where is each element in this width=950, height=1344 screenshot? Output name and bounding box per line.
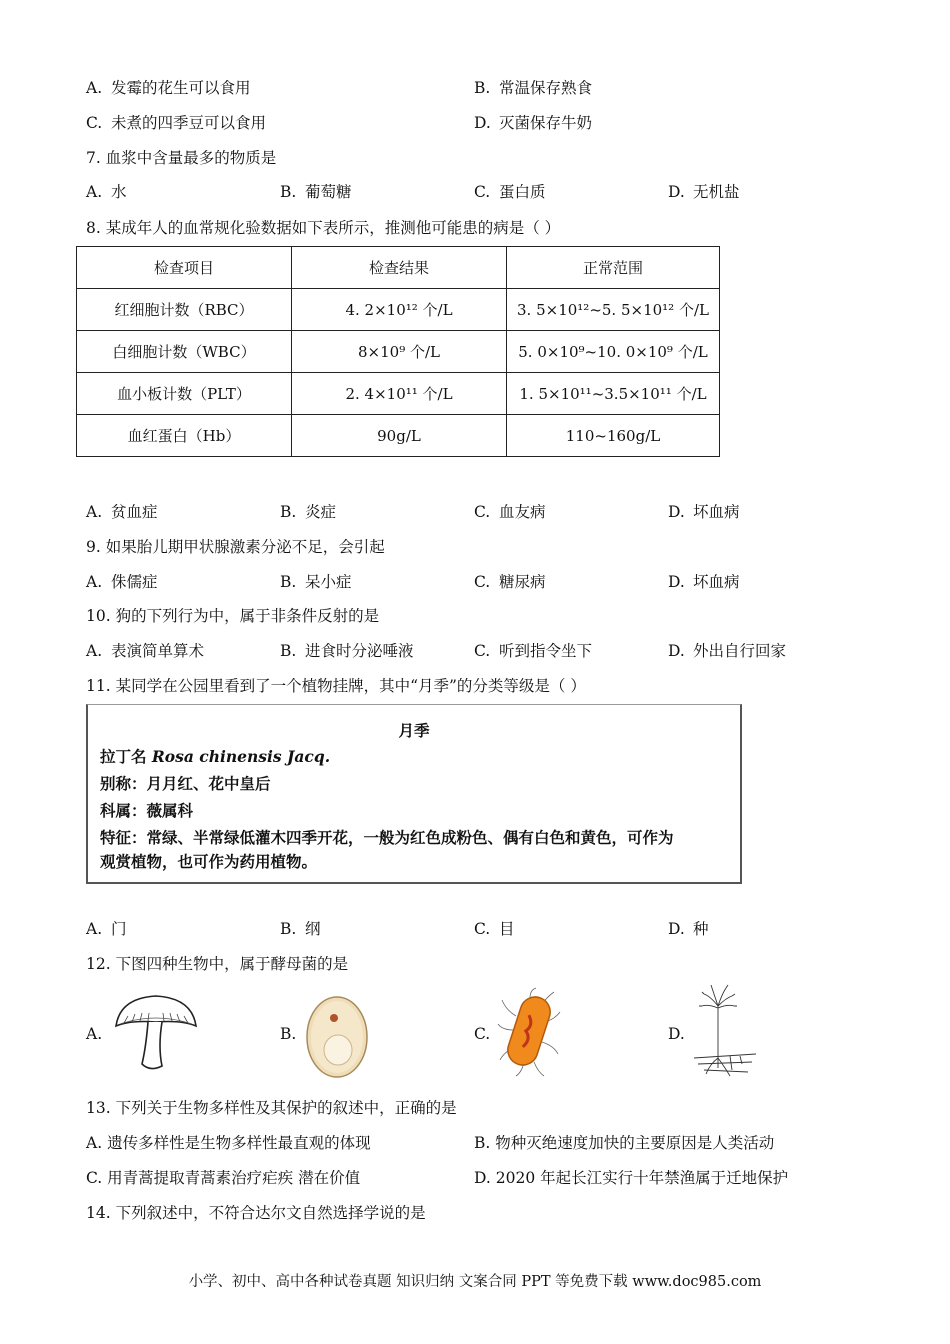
q8-stem: 8. 某成年人的血常规化验数据如下表所示，推测他可能患的病是（ ） [86,219,561,237]
q11-stem: 11. 某同学在公园里看到了一个植物挂牌，其中“月季”的分类等级是（ ） [86,677,586,695]
plaque-alias: 别称：月月红、花中皇后 [100,774,271,793]
q13-stem: 13. 下列关于生物多样性及其保护的叙述中，正确的是 [86,1099,457,1117]
plaque-latin-line: 拉丁名 Rosa chinensis Jacq. [100,747,331,766]
table-cell: 4. 2×10¹² 个/L [292,289,507,331]
q10-option-c: C. 听到指令坐下 [474,642,592,660]
table-row [77,373,720,415]
table-cell: 110~160g/L [507,415,720,457]
table-cell: 血小板计数（PLT） [77,373,292,415]
table-row [77,331,720,373]
q11-option-d: D. 种 [668,920,709,938]
q7-option-b: B. 葡萄糖 [280,183,352,201]
plaque-family: 科属：薇属科 [100,801,194,820]
mushroom-icon [112,992,200,1078]
q9-option-b: B. 呆小症 [280,573,352,591]
table-cell: 90g/L [292,415,507,457]
yeast-cell-icon [304,994,370,1084]
table-row [77,289,720,331]
q12-option-d-label: D. [668,1025,685,1043]
plaque-feature-line2: 观赏植物，也可作为药用植物。 [100,852,318,871]
table-cell: 白细胞计数（WBC） [77,331,292,373]
table-cell: 红细胞计数（RBC） [77,289,292,331]
q6-option-c: C. 未煮的四季豆可以食用 [86,114,266,132]
bacterium-icon [496,986,562,1082]
q13-option-b: B. 物种灭绝速度加快的主要原因是人类活动 [474,1134,775,1152]
q7-option-a: A. 水 [86,183,127,201]
q14-stem: 14. 下列叙述中，不符合达尔文自然选择学说的是 [86,1204,426,1222]
q6-option-d: D. 灭菌保存牛奶 [474,114,592,132]
q11-option-a: A. 门 [86,920,127,938]
q11-option-b: B. 纲 [280,920,321,938]
q7-option-c: C. 蛋白质 [474,183,546,201]
q9-option-c: C. 糖尿病 [474,573,546,591]
q6-option-b: B. 常温保存熟食 [474,79,592,97]
plant-plaque [86,704,742,884]
q10-stem: 10. 狗的下列行为中，属于非条件反射的是 [86,607,380,625]
q8-option-b: B. 炎症 [280,503,336,521]
table-cell: 2. 4×10¹¹ 个/L [292,373,507,415]
q13-option-a: A. 遗传多样性是生物多样性最直观的体现 [86,1134,371,1152]
q13-option-d: D. 2020 年起长江实行十年禁渔属于迁地保护 [474,1169,789,1187]
table-row [77,415,720,457]
q10-option-d: D. 外出自行回家 [668,642,786,660]
q9-option-d: D. 坏血病 [668,573,740,591]
q8-option-c: C. 血友病 [474,503,546,521]
table-header: 检查结果 [292,247,507,289]
q10-option-b: B. 进食时分泌唾液 [280,642,414,660]
q13-option-c: C. 用青蒿提取青蒿素治疗疟疾 潜在价值 [86,1169,361,1187]
q8-option-a: A. 贫血症 [86,503,158,521]
table-header: 检查项目 [77,247,292,289]
q6-option-a: A. 发霉的花生可以食用 [86,79,251,97]
q7-stem: 7. 血浆中含量最多的物质是 [86,149,277,167]
table-cell: 5. 0×10⁹~10. 0×10⁹ 个/L [507,331,720,373]
mold-icon [690,984,760,1084]
q8-option-d: D. 坏血病 [668,503,740,521]
plaque-feature-line1: 特征：常绿、半常绿低灌木四季开花，一般为红色成粉色、偶有白色和黄色，可作为 [100,828,674,847]
q10-option-a: A. 表演简单算术 [86,642,204,660]
table-cell: 1. 5×10¹¹~3.5×10¹¹ 个/L [507,373,720,415]
q12-option-b-label: B. [280,1025,297,1043]
q9-option-a: A. 侏儒症 [86,573,158,591]
table-cell: 8×10⁹ 个/L [292,331,507,373]
q9-stem: 9. 如果胎儿期甲状腺激素分泌不足，会引起 [86,538,385,556]
table-header: 正常范围 [507,247,720,289]
page-footer: 小学、初中、高中各种试卷真题 知识归纳 文案合同 PPT 等免费下载 www.doc985.com [188,1274,762,1290]
q11-option-c: C. 目 [474,920,515,938]
blood-test-table [76,246,720,457]
table-cell: 3. 5×10¹²~5. 5×10¹² 个/L [507,289,720,331]
q12-stem: 12. 下图四种生物中，属于酵母菌的是 [86,955,349,973]
q12-option-a-label: A. [86,1025,103,1043]
q7-option-d: D. 无机盐 [668,183,740,201]
table-header-row [77,247,720,289]
plaque-title: 月季 [398,721,430,740]
table-cell: 血红蛋白（Hb） [77,415,292,457]
q12-option-c-label: C. [474,1025,491,1043]
